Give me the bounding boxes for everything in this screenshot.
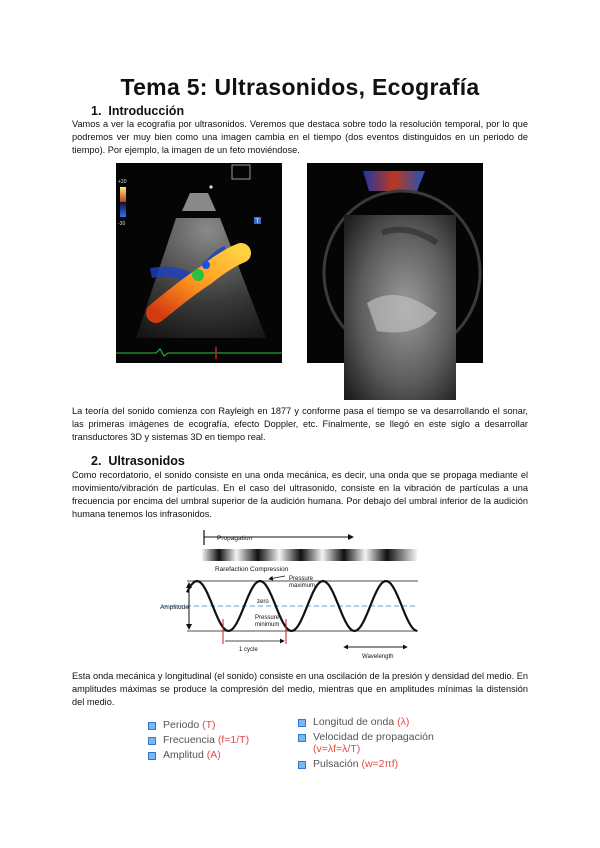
label-rarefaction-compression: Rarefaction Compression	[215, 566, 289, 573]
section-2-title: Ultrasonidos	[108, 454, 185, 468]
section-1-heading	[91, 104, 184, 118]
bullet-square-icon	[148, 752, 156, 760]
doppler-ultrasound-image	[116, 163, 282, 363]
label-amplitude: Amplitude	[160, 604, 189, 611]
label-pressure-maximum: Pressure maximum	[289, 576, 316, 589]
legend-right	[298, 716, 443, 773]
label-wavelength: Wavelength	[362, 654, 394, 660]
bullet-square-icon	[298, 719, 306, 727]
section-1-paragraph: Vamos a ver la ecografía por ultrasonidos. Veremos que destaca sobre todo la resolución temporal, por lo que podremos ver muy bien como una imagen cambia en el tiempo (dos eventos distinguidos en un periodo de tiempo). Por ejemplo, la imagen de un feto moviéndose.	[72, 119, 528, 155]
legend-item-amplitud: Amplitud (A)	[148, 749, 288, 761]
legend-item-periodo: Periodo (T)	[148, 719, 288, 731]
label-pressure-minimum: Pressure minimum	[255, 615, 280, 628]
section-2-number: 2.	[91, 454, 102, 468]
section-2-paragraph: Como recordatorio, el sonido consiste en una onda mecánica, es decir, una onda que se propaga mediante el movimiento/vibración de partículas. En el caso del ultrasonido, consiste en la vibración de partículas a una frecuencia por encima del umbral superior de la audición humana. Por debajo del umbral inferior de la audición humana tenemos los infrasonidos.	[72, 470, 528, 519]
sound-wave-diagram	[157, 527, 428, 665]
legend-item-frecuencia: Frecuencia (f=1/T)	[148, 734, 288, 746]
legend-item-velocidad: Velocidad de propagación (v=λf=λ/T)	[298, 731, 443, 755]
page-title: Tema 5: Ultrasonidos, Ecografía	[120, 74, 480, 100]
section-1-title: Introducción	[108, 104, 185, 118]
bullet-square-icon	[298, 734, 306, 742]
section-2-heading	[91, 454, 185, 468]
doppler-marker: T	[255, 219, 260, 225]
section-2-paragraph-2: Esta onda mecánica y longitudinal (el sonido) consiste en una oscilación de la presión y densidad del medio. En amplitudes máximas se produce la compresión del medio, mientras que en amplitudes mínimas la distensión del medio.	[72, 671, 528, 707]
legend-item-pulsacion: Pulsación (w=2πf)	[298, 758, 443, 770]
bullet-square-icon	[148, 722, 156, 730]
bullet-square-icon	[298, 761, 306, 769]
label-zero: zero	[257, 599, 269, 605]
doppler-scale-bottom: -30	[118, 221, 126, 227]
label-propagation: Propagation	[217, 535, 253, 542]
doppler-scale-top: +30	[118, 179, 127, 185]
section-1-number: 1.	[91, 104, 102, 118]
legend-left	[148, 719, 288, 764]
label-one-cycle: 1 cycle	[239, 647, 258, 653]
legend-item-longitud-onda: Longitud de onda (λ)	[298, 716, 443, 728]
bullet-square-icon	[148, 737, 156, 745]
fetal-ultrasound-image	[307, 163, 483, 400]
section-1-paragraph-2: La teoría del sonido comienza con Rayleigh en 1877 y conforme pasa el tiempo se va desarrollando el sonar, las primeras imágenes de ecografía, efecto Doppler, etc. Finalmente, se llegó en este siglo a desarrollar transductores 3D y sistemas 3D en tiempo real.	[72, 406, 528, 442]
